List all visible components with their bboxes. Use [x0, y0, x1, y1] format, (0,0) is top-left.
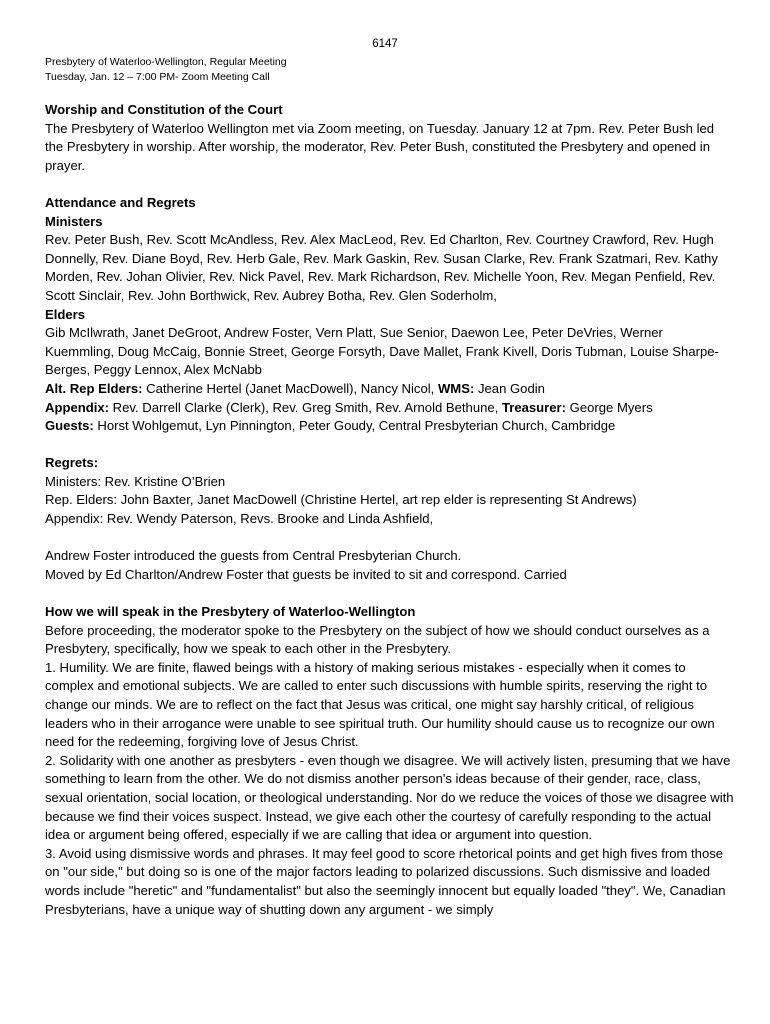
appendix-line — [45, 399, 735, 418]
guests-intro: Andrew Foster introduced the guests from Central Presbyterian Church. — [45, 548, 462, 564]
guests-label: Guests: — [45, 418, 94, 434]
regrets-ministers: Ministers: Rev. Kristine O’Brien — [45, 473, 226, 489]
elders-heading: Elders — [45, 306, 86, 322]
guests-motion: Moved by Ed Charlton/Andrew Foster that guests be invited to sit and correspond. Carried — [45, 566, 567, 582]
header-meeting-title: Presbytery of Waterloo-Wellington, Regular Meeting — [45, 56, 287, 68]
ministers-heading: Ministers — [45, 213, 103, 229]
speak-point-dismissive-words: 3. Avoid using dismissive words and phrases. It may feel good to score rhetorical points and get high fives from those on "our side," but doing so is one of the major factors leading to polarized discussions. Such dismissive and loaded words include "heretic" and "fundamentalist" but also the seemingly innocent but equally loaded "they". We, Canadian Presbyterians, have a unique way of shutting down any argument - we simply — [45, 845, 726, 917]
worship-paragraph: The Presbytery of Waterloo Wellington met via Zoom meeting, on Tuesday. January 12 at 7pm. Rev. Peter Bush led the Presbytery in worship. After worship, the moderator, Rev. Peter Bush, constituted the Presbytery and opened in prayer. — [45, 120, 715, 173]
treasurer-label: Treasurer: — [501, 399, 567, 415]
speak-point-humility: 1. Humility. We are finite, flawed beings with a history of making serious mistakes - especially when it comes to complex and emotional subjects. We are called to enter such discussions with humble spirits, reserving the right to change our minds. We are to reflect on the fact that Jesus was critical, one might say harshly critical, of religious leaders who in their arrogance were unable to see spiritual truth. Our humility should cause us to recognize our own need for the redeeming, forgiving love of Jesus Christ. — [45, 659, 715, 750]
elders-list: Gib McIlwrath, Janet DeGroot, Andrew Foster, Vern Platt, Sue Senior, Daewon Lee, Peter DeVries, Werner Kuemmling, Doug McCaig, Bonnie Street, George Forsyth, Dave Mallet, Frank Kivell, Doris Tubman, Louise Sharpe-Berges, Peggy Lennox, Alex McNabb — [45, 325, 719, 378]
worship-heading: Worship and Constitution of the Court — [45, 102, 283, 117]
alt-rep-elders-text: Catherine Hertel (Janet MacDowell), Nancy Nicol, — [142, 380, 438, 396]
treasurer-text: George Myers — [566, 399, 653, 415]
wms-label: WMS: — [437, 380, 475, 396]
regrets-appendix: Appendix: Rev. Wendy Paterson, Revs. Brooke and Linda Ashfield, — [45, 511, 434, 527]
regrets-elders: Rep. Elders: John Baxter, Janet MacDowell (Christine Hertel, art rep elder is representing St Andrews) — [45, 492, 637, 508]
guests-line — [45, 417, 735, 436]
alt-rep-elders-line — [45, 380, 735, 399]
speak-intro: Before proceeding, the moderator spoke to the Presbytery on the subject of how we should conduct ourselves as a Presbytery, specifically, how we speak to each other in the Presbytery. — [45, 622, 710, 657]
alt-rep-elders-label: Alt. Rep Elders: — [45, 380, 143, 396]
document-header — [45, 55, 287, 85]
speak-heading: How we will speak in the Presbytery of Waterloo-Wellington — [45, 604, 416, 620]
attendance-heading: Attendance and Regrets — [45, 194, 196, 210]
header-meeting-date: Tuesday, Jan. 12 – 7:00 PM- Zoom Meeting Call — [45, 71, 270, 83]
regrets-heading: Regrets: — [45, 455, 99, 471]
appendix-label: Appendix: — [45, 399, 110, 415]
page-number: 6147 — [372, 38, 398, 50]
document-body — [45, 101, 735, 919]
wms-text: Jean Godin — [474, 380, 545, 396]
speak-point-solidarity: 2. Solidarity with one another as presbyters - even though we disagree. We will actively listen, presuming that we have something to learn from the other. We do not dismiss another person's ideas because of their gender, race, class, sexual orientation, social location, or theological understanding. Nor do we reduce the voices of those we disagree with because we find their voices suspect. Instead, we give each other the courtesy of carefully responding to the actual idea or argument being offered, especially if we are calling that idea or argument into question. — [45, 752, 734, 843]
guests-text: Horst Wohlgemut, Lyn Pinnington, Peter Goudy, Central Presbyterian Church, Cambridge — [93, 418, 616, 434]
appendix-text: Rev. Darrell Clarke (Clerk), Rev. Greg Smith, Rev. Arnold Bethune, — [109, 399, 502, 415]
ministers-list: Rev. Peter Bush, Rev. Scott McAndless, Rev. Alex MacLeod, Rev. Ed Charlton, Rev. Courtney Crawford, Rev. Hugh Donnelly, Rev. Diane Boyd, Rev. Herb Gale, Rev. Mark Gaskin, Rev. Susan Clarke, Rev. Frank Szatmari, Rev. Kathy Morden, Rev. Johan Olivier, Rev. Nick Pavel, Rev. Mark Richardson, Rev. Michelle Yoon, Rev. Megan Penfield, Rev. Scott Sinclair, Rev. John Borthwick, Rev. Aubrey Botha, Rev. Glen Soderholm, — [45, 232, 718, 303]
